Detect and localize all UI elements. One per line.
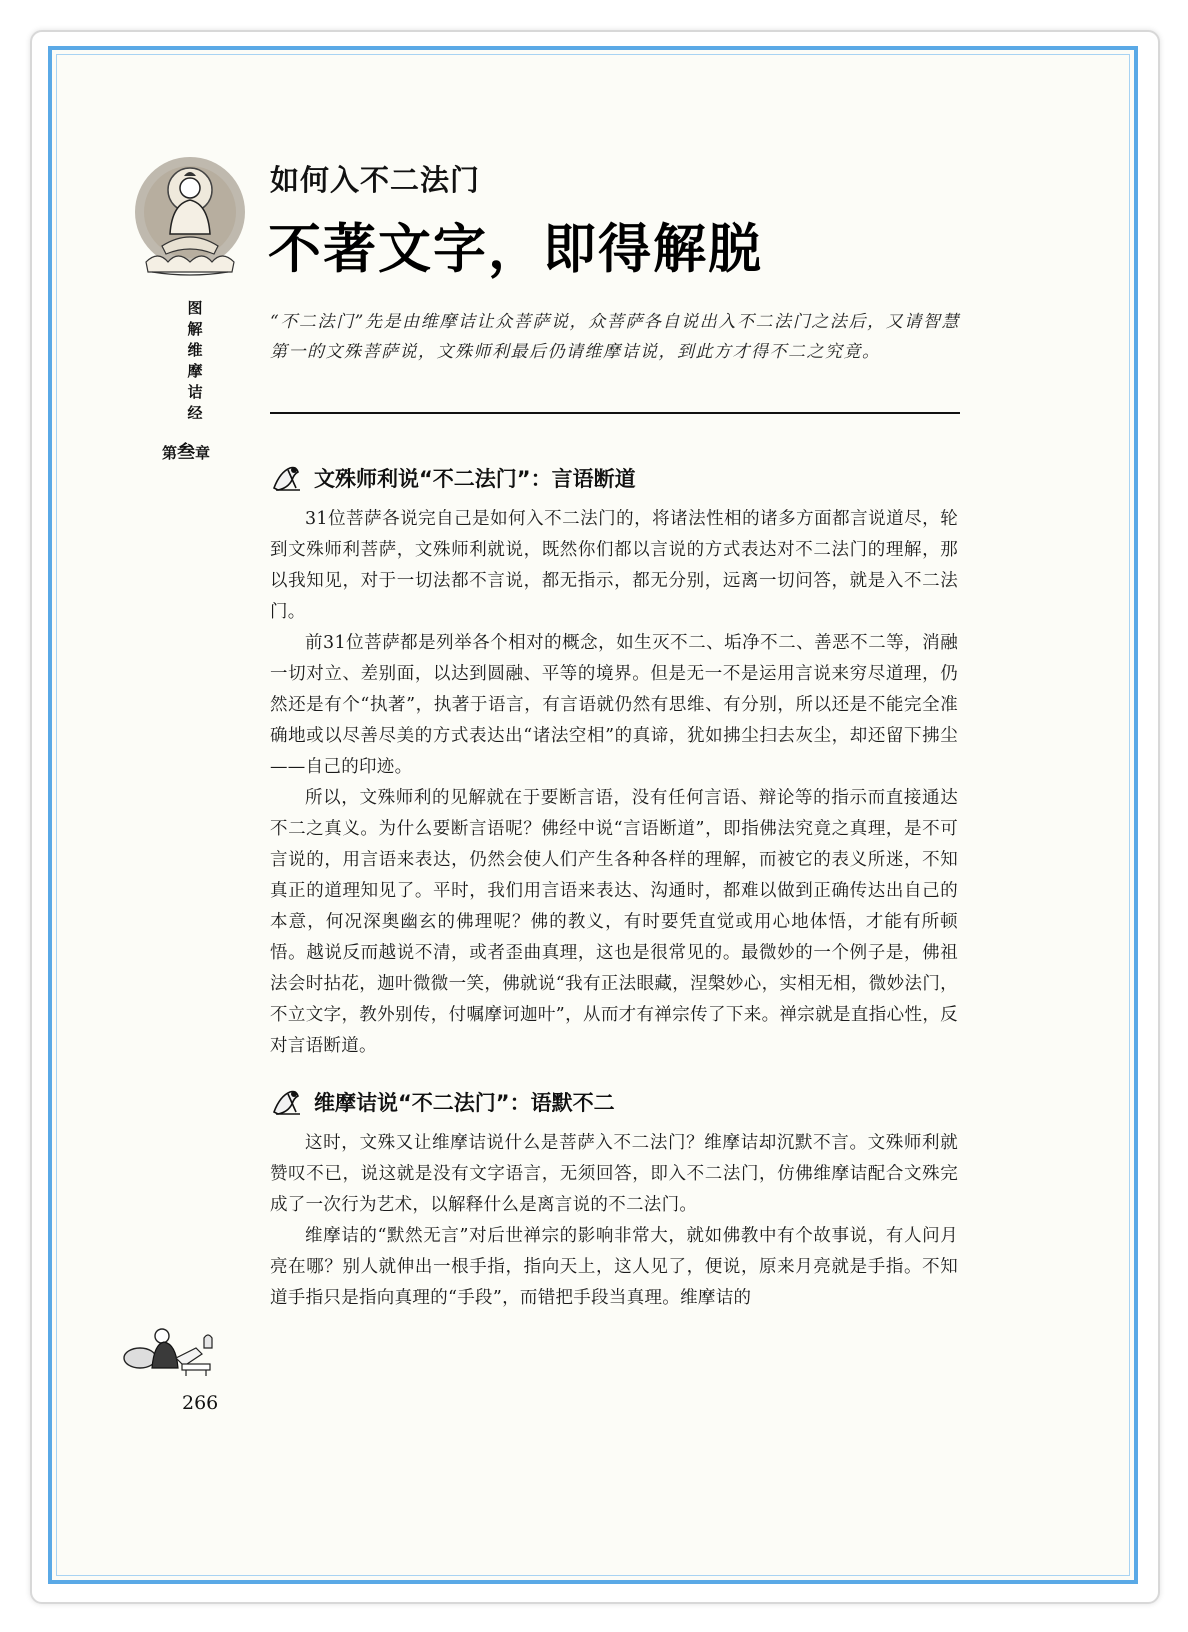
seated-figure-illustration-icon xyxy=(118,1318,218,1376)
section-heading-text: 文殊师利说“不二法门”：言语断道 xyxy=(314,467,636,491)
chapter-suffix: 章 xyxy=(195,444,211,462)
paragraph: 31位菩萨各说完自己是如何入不二法门的，将诸法性相的诸多方面都言说道尽，轮到文殊师利菩萨，文殊师利就说，既然你们都以言说的方式表达对不二法门的理解，那以我知见，对于一切法都不言说，都无指示，都无分别，远离一切问答，就是入不二法门。 xyxy=(270,509,958,622)
page-title: 不著文字，即得解脱 xyxy=(268,218,763,280)
paragraph: 维摩诘的“默然无言”对后世禅宗的影响非常大，就如佛教中有个故事说，有人问月亮在哪？别人就伸出一根手指，指向天上，这人见了，便说，原来月亮就是手指。不知道手指只是指向真理的“手段”，而错把手段当真理。维摩诘的 xyxy=(270,1226,958,1308)
book-title-char: 摩 xyxy=(187,362,203,380)
section-heading-text: 维摩诘说“不二法门”：语默不二 xyxy=(314,1091,615,1115)
intro-paragraph: “不二法门”先是由维摩诘让众菩萨说，众菩萨各自说出入不二法门之法后，又请智慧第一的文殊菩萨说，文殊师利最后仍请维摩诘说，到此方才得不二之究竟。 xyxy=(270,312,960,362)
buddha-medallion-icon xyxy=(132,154,248,280)
chapter-prefix: 第 xyxy=(162,444,178,462)
chapter-number: 叁 xyxy=(177,442,196,463)
section-heading-1 xyxy=(270,462,636,494)
paragraph: 前31位菩萨都是列举各个相对的概念，如生灭不二、垢净不二、善恶不二等，消融一切对立、差别面，以达到圆融、平等的境界。但是无一不是运用言说来穷尽道理，仍然还是有个“执著”，执著于语言，有言语就仍然有思维、有分别，所以还是不能完全准确地或以尽善尽美的方式表达出“诸法空相”的真谛，犹如拂尘扫去灰尘，却还留下拂尘——自己的印迹。 xyxy=(270,633,958,777)
scribe-icon xyxy=(270,462,304,494)
paragraph: 所以，文殊师利的见解就在于要断言语，没有任何言语、辩论等的指示而直接通达不二之真义。为什么要断言语呢？佛经中说“言语断道”，即指佛法究竟之真理，是不可言说的，用言语来表达，仍然会使人们产生各种各样的理解，而被它的表义所迷，不知真正的道理知见了。平时，我们用言语来表达、沟通时，都难以做到正确传达出自己的本意，何况深奥幽玄的佛理呢？佛的教义，有时要凭直觉或用心地体悟，才能有所顿悟。越说反而越说不清，或者歪曲真理，这也是很常见的。最微妙的一个例子是，佛祖法会时拈花，迦叶微微一笑，佛就说“我有正法眼藏，涅槃妙心，实相无相，微妙法门，不立文字，教外别传，付嘱摩诃迦叶”，从而才有禅宗传了下来。禅宗就是直指心性，反对言语断道。 xyxy=(270,788,958,1056)
book-title-char: 诘 xyxy=(187,383,203,401)
section-body-2 xyxy=(270,1128,958,1314)
book-title-char: 图 xyxy=(187,299,203,317)
section-heading-2 xyxy=(270,1086,615,1118)
page-number: 266 xyxy=(182,1392,219,1414)
book-title-char: 维 xyxy=(187,341,203,359)
scribe-icon xyxy=(270,1086,304,1118)
paragraph: 这时，文殊又让维摩诘说什么是菩萨入不二法门？维摩诘却沉默不言。文殊师利就赞叹不已，说这就是没有文字语言，无须回答，即入不二法门，仿佛维摩诘配合文殊完成了一次行为艺术，以解释什么是离言说的不二法门。 xyxy=(270,1133,958,1215)
divider xyxy=(270,412,960,414)
page-subtitle: 如何入不二法门 xyxy=(270,163,481,197)
section-body-1 xyxy=(270,504,958,1062)
book-title-char: 解 xyxy=(187,320,203,338)
book-title-vertical xyxy=(184,298,206,424)
chapter-label xyxy=(162,438,232,464)
book-title-char: 经 xyxy=(187,404,203,422)
